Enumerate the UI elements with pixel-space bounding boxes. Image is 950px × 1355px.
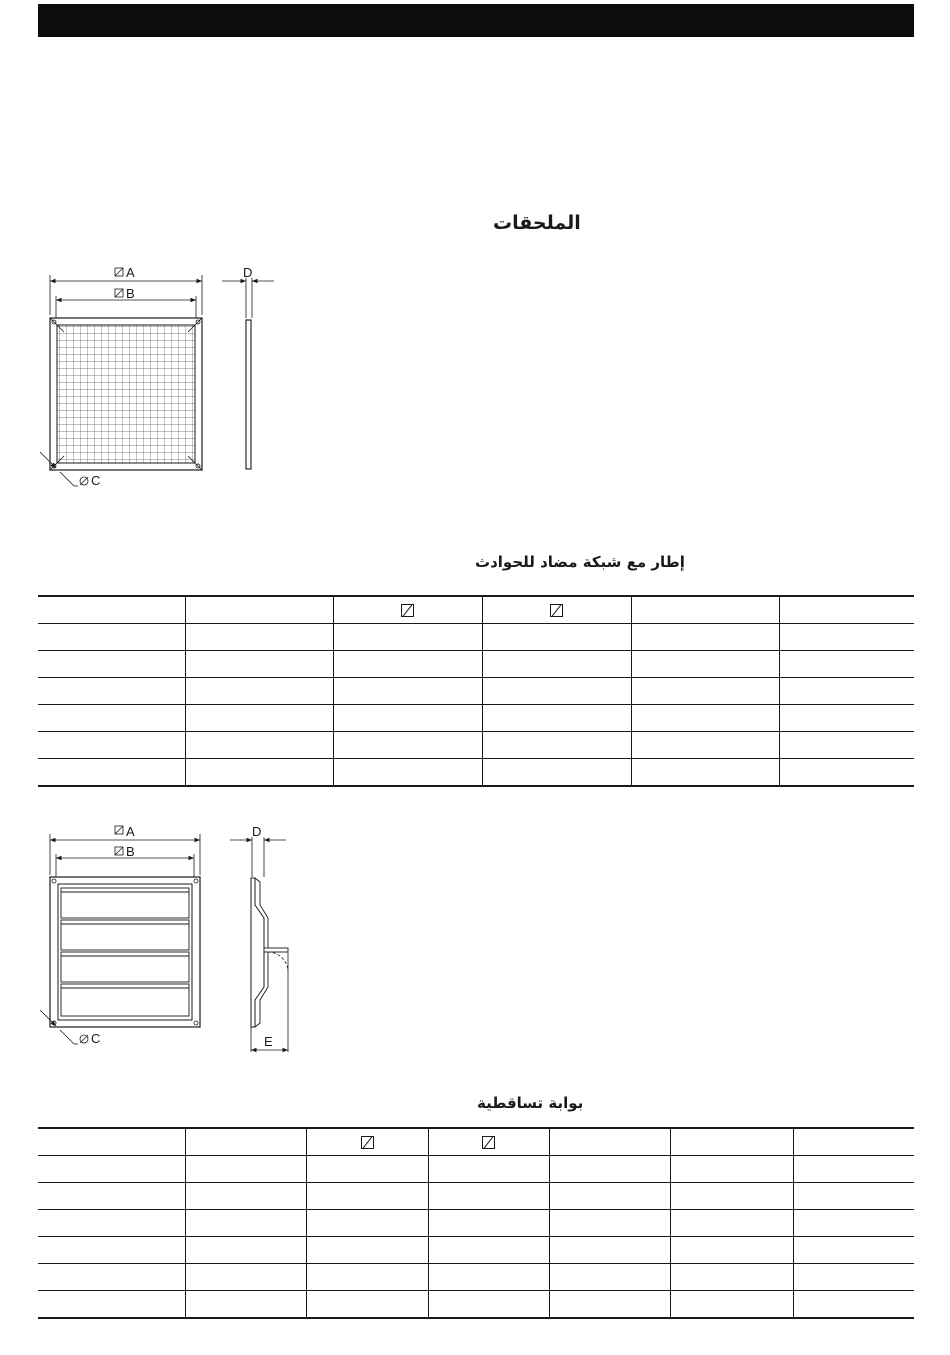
square-diameter-icon [482, 1136, 495, 1149]
dim-label-b: B [126, 286, 135, 301]
table-row [38, 1291, 914, 1319]
section2-title: بوابة تساقطية [477, 1094, 584, 1112]
table-cell [428, 1128, 549, 1156]
section1-title: إطار مع شبكة مضاد للحوادث [475, 553, 685, 571]
dim-label-d: D [252, 824, 262, 839]
dim-label-a: A [126, 265, 135, 280]
square-diameter-icon [361, 1136, 374, 1149]
table-cell [185, 1128, 306, 1156]
dim-label-c: C [91, 1031, 101, 1046]
table-cell [793, 1128, 914, 1156]
dim-label-d: D [243, 265, 253, 280]
table-row [38, 1237, 914, 1264]
section2-table [38, 1127, 914, 1319]
table-cell [38, 1128, 185, 1156]
table-row [38, 1183, 914, 1210]
dim-label-c: C [91, 473, 101, 488]
table-cell [670, 1128, 793, 1156]
table-row [38, 1264, 914, 1291]
table-cell [306, 1128, 428, 1156]
table-row [38, 1156, 914, 1183]
table-row [38, 1210, 914, 1237]
dim-label-a: A [126, 824, 135, 839]
page-title: الملحقات [493, 212, 581, 234]
dim-label-b: B [126, 844, 135, 859]
dim-label-e: E [264, 1034, 273, 1049]
table-cell [549, 1128, 670, 1156]
table-header-row [38, 1128, 914, 1156]
